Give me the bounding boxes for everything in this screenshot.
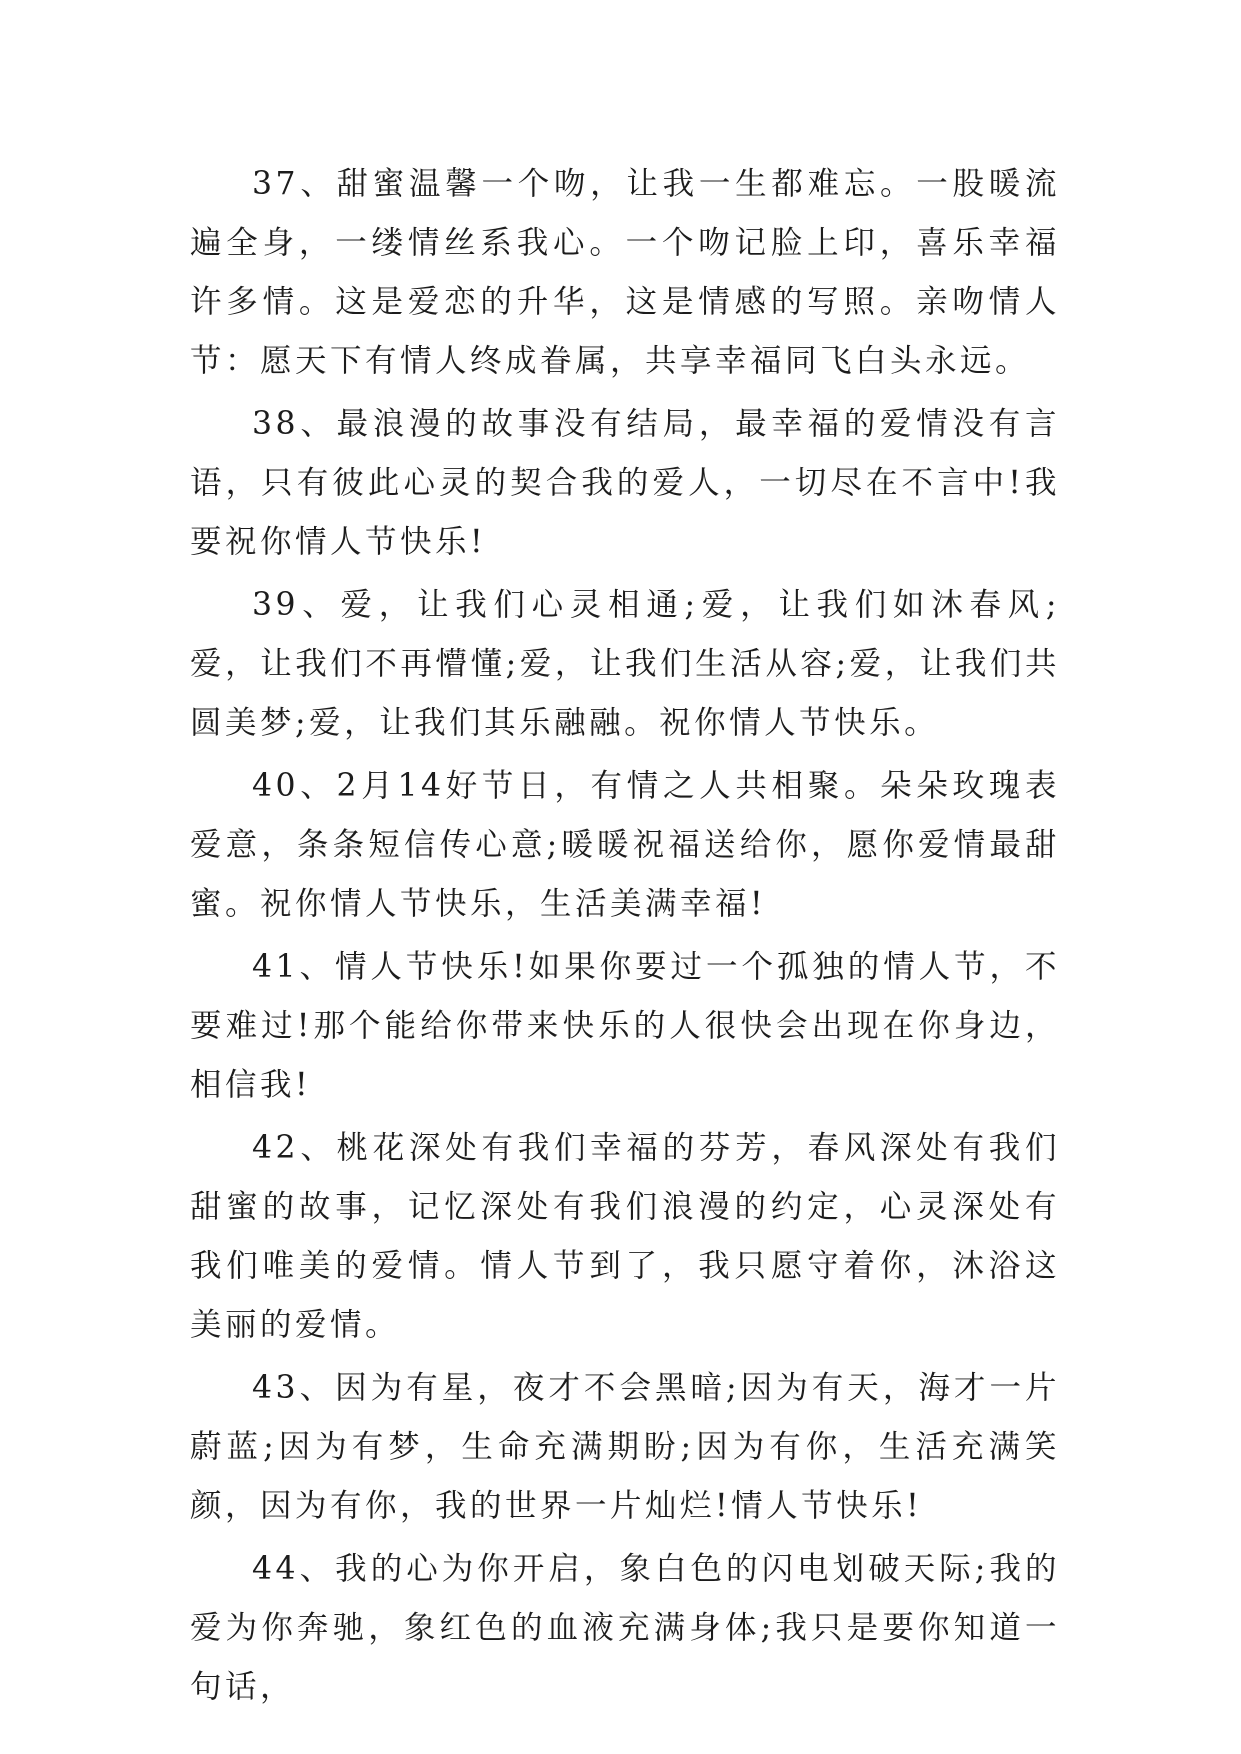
paragraph-38: 38、最浪漫的故事没有结局，最幸福的爱情没有言语，只有彼此心灵的契合我的爱人，一切尽在不言中!我要祝你情人节快乐!	[190, 406, 1060, 560]
paragraph-39: 39、爱，让我们心灵相通;爱，让我们如沐春风;爱，让我们不再懵懂;爱，让我们生活从容;爱，让我们共圆美梦;爱，让我们其乐融融。祝你情人节快乐。	[190, 587, 1060, 741]
paragraph-41: 41、情人节快乐!如果你要过一个孤独的情人节，不要难过!那个能给你带来快乐的人很快会出现在你身边，相信我!	[190, 949, 1060, 1103]
paragraph-43: 43、因为有星，夜才不会黑暗;因为有天，海才一片蔚蓝;因为有梦，生命充满期盼;因为有你，生活充满笑颜，因为有你，我的世界一片灿烂!情人节快乐!	[190, 1370, 1060, 1524]
document-body	[190, 155, 1060, 1721]
paragraph-44: 44、我的心为你开启，象白色的闪电划破天际;我的爱为你奔驰，象红色的血液充满身体;我只是要你知道一句话，	[190, 1551, 1060, 1705]
paragraph-40: 40、2月14好节日，有情之人共相聚。朵朵玫瑰表爱意，条条短信传心意;暖暖祝福送给你，愿你爱情最甜蜜。祝你情人节快乐，生活美满幸福!	[190, 768, 1060, 922]
paragraph-37: 37、甜蜜温馨一个吻，让我一生都难忘。一股暖流遍全身，一缕情丝系我心。一个吻记脸上印，喜乐幸福许多情。这是爱恋的升华，这是情感的写照。亲吻情人节：愿天下有情人终成眷属，共享幸福同飞白头永远。	[190, 166, 1060, 379]
paragraph-42: 42、桃花深处有我们幸福的芬芳，春风深处有我们甜蜜的故事，记忆深处有我们浪漫的约定，心灵深处有我们唯美的爱情。情人节到了，我只愿守着你，沐浴这美丽的爱情。	[190, 1130, 1060, 1343]
